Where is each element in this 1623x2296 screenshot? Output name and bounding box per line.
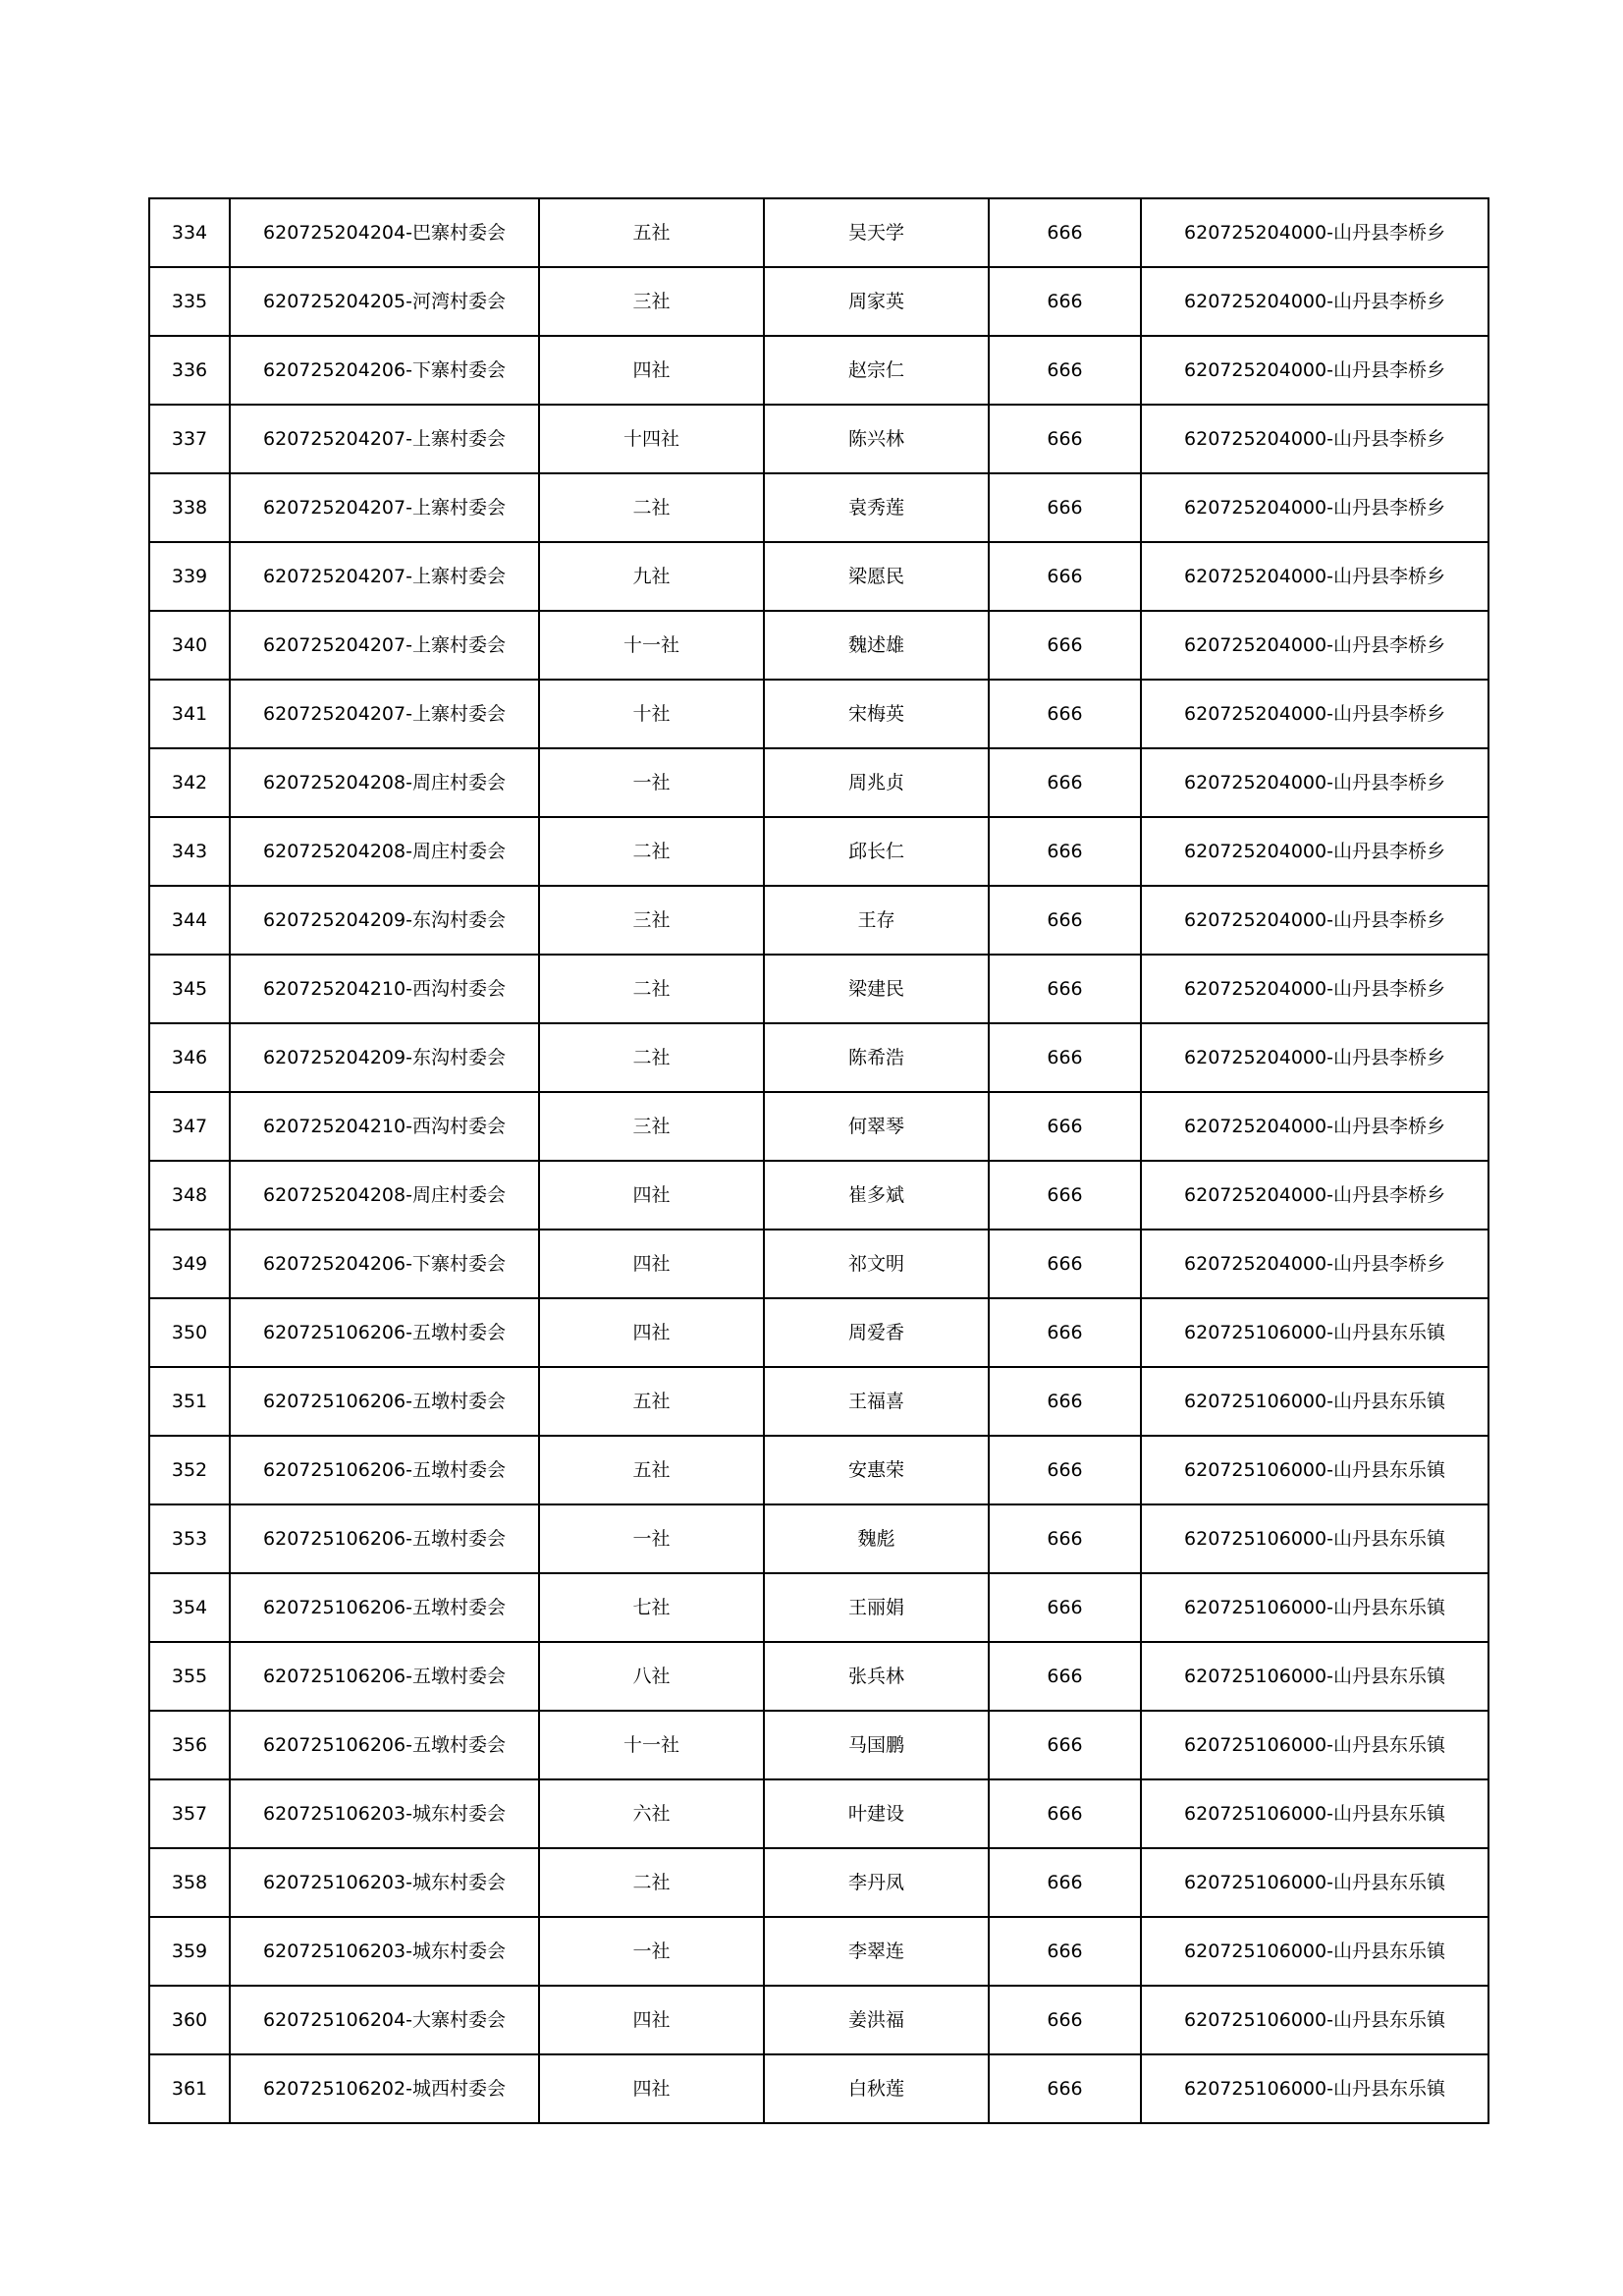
group-cell: 四社 — [539, 2054, 764, 2123]
table-row — [149, 1642, 1488, 1711]
group-cell: 三社 — [539, 1092, 764, 1161]
amount-cell: 666 — [989, 1298, 1141, 1367]
row-index-cell: 361 — [149, 2054, 230, 2123]
table-row — [149, 1504, 1488, 1573]
person-name-cell: 陈兴林 — [764, 405, 989, 473]
village-committee-cell: 620725204207-上寨村委会 — [230, 405, 539, 473]
village-committee-cell: 620725204209-东沟村委会 — [230, 886, 539, 955]
amount-cell: 666 — [989, 955, 1141, 1023]
person-name-cell: 周家英 — [764, 267, 989, 336]
person-name-cell: 周兆贞 — [764, 748, 989, 817]
group-cell: 八社 — [539, 1642, 764, 1711]
row-index-cell: 349 — [149, 1230, 230, 1298]
township-cell: 620725106000-山丹县东乐镇 — [1141, 1573, 1488, 1642]
group-cell: 五社 — [539, 1436, 764, 1504]
table-row — [149, 817, 1488, 886]
group-cell: 十一社 — [539, 611, 764, 680]
township-cell: 620725106000-山丹县东乐镇 — [1141, 1986, 1488, 2054]
village-committee-cell: 620725204204-巴寨村委会 — [230, 198, 539, 267]
township-cell: 620725204000-山丹县李桥乡 — [1141, 267, 1488, 336]
group-cell: 十四社 — [539, 405, 764, 473]
table-row — [149, 1711, 1488, 1779]
group-cell: 二社 — [539, 817, 764, 886]
table-row — [149, 198, 1488, 267]
village-committee-cell: 620725204210-西沟村委会 — [230, 1092, 539, 1161]
village-committee-cell: 620725204208-周庄村委会 — [230, 817, 539, 886]
amount-cell: 666 — [989, 542, 1141, 611]
amount-cell: 666 — [989, 405, 1141, 473]
village-committee-cell: 620725204207-上寨村委会 — [230, 611, 539, 680]
village-committee-cell: 620725204207-上寨村委会 — [230, 473, 539, 542]
table-row — [149, 1917, 1488, 1986]
township-cell: 620725204000-山丹县李桥乡 — [1141, 198, 1488, 267]
row-index-cell: 357 — [149, 1779, 230, 1848]
person-name-cell: 陈希浩 — [764, 1023, 989, 1092]
row-index-cell: 342 — [149, 748, 230, 817]
table-row — [149, 1367, 1488, 1436]
person-name-cell: 安惠荣 — [764, 1436, 989, 1504]
group-cell: 一社 — [539, 748, 764, 817]
person-name-cell: 马国鹏 — [764, 1711, 989, 1779]
person-name-cell: 崔多斌 — [764, 1161, 989, 1230]
township-cell: 620725106000-山丹县东乐镇 — [1141, 1504, 1488, 1573]
township-cell: 620725204000-山丹县李桥乡 — [1141, 473, 1488, 542]
person-name-cell: 李丹凤 — [764, 1848, 989, 1917]
person-name-cell: 王丽娟 — [764, 1573, 989, 1642]
group-cell: 七社 — [539, 1573, 764, 1642]
township-cell: 620725204000-山丹县李桥乡 — [1141, 748, 1488, 817]
village-committee-cell: 620725106206-五墩村委会 — [230, 1573, 539, 1642]
village-committee-cell: 620725106206-五墩村委会 — [230, 1711, 539, 1779]
group-cell: 一社 — [539, 1504, 764, 1573]
person-name-cell: 叶建设 — [764, 1779, 989, 1848]
row-index-cell: 348 — [149, 1161, 230, 1230]
row-index-cell: 335 — [149, 267, 230, 336]
person-name-cell: 姜洪福 — [764, 1986, 989, 2054]
group-cell: 十社 — [539, 680, 764, 748]
table-row — [149, 1023, 1488, 1092]
table-row — [149, 267, 1488, 336]
amount-cell: 666 — [989, 1504, 1141, 1573]
township-cell: 620725204000-山丹县李桥乡 — [1141, 1023, 1488, 1092]
amount-cell: 666 — [989, 1230, 1141, 1298]
table-row — [149, 748, 1488, 817]
amount-cell: 666 — [989, 1092, 1141, 1161]
table-row — [149, 1298, 1488, 1367]
amount-cell: 666 — [989, 1642, 1141, 1711]
township-cell: 620725204000-山丹县李桥乡 — [1141, 1092, 1488, 1161]
township-cell: 620725106000-山丹县东乐镇 — [1141, 1917, 1488, 1986]
person-name-cell: 宋梅英 — [764, 680, 989, 748]
township-cell: 620725204000-山丹县李桥乡 — [1141, 680, 1488, 748]
township-cell: 620725106000-山丹县东乐镇 — [1141, 1711, 1488, 1779]
group-cell: 二社 — [539, 473, 764, 542]
amount-cell: 666 — [989, 1436, 1141, 1504]
table-row — [149, 1848, 1488, 1917]
group-cell: 十一社 — [539, 1711, 764, 1779]
row-index-cell: 353 — [149, 1504, 230, 1573]
township-cell: 620725204000-山丹县李桥乡 — [1141, 955, 1488, 1023]
village-committee-cell: 620725204208-周庄村委会 — [230, 748, 539, 817]
person-name-cell: 周爱香 — [764, 1298, 989, 1367]
table-row — [149, 680, 1488, 748]
township-cell: 620725204000-山丹县李桥乡 — [1141, 886, 1488, 955]
township-cell: 620725204000-山丹县李桥乡 — [1141, 336, 1488, 405]
person-name-cell: 赵宗仁 — [764, 336, 989, 405]
row-index-cell: 347 — [149, 1092, 230, 1161]
group-cell: 二社 — [539, 1023, 764, 1092]
person-name-cell: 梁愿民 — [764, 542, 989, 611]
amount-cell: 666 — [989, 1367, 1141, 1436]
group-cell: 四社 — [539, 1986, 764, 2054]
roster-body — [149, 198, 1488, 2123]
township-cell: 620725106000-山丹县东乐镇 — [1141, 1298, 1488, 1367]
amount-cell: 666 — [989, 680, 1141, 748]
table-row — [149, 1573, 1488, 1642]
group-cell: 一社 — [539, 1917, 764, 1986]
person-name-cell: 吴天学 — [764, 198, 989, 267]
group-cell: 六社 — [539, 1779, 764, 1848]
row-index-cell: 341 — [149, 680, 230, 748]
amount-cell: 666 — [989, 1986, 1141, 2054]
person-name-cell: 李翠连 — [764, 1917, 989, 1986]
table-row — [149, 611, 1488, 680]
group-cell: 四社 — [539, 336, 764, 405]
row-index-cell: 337 — [149, 405, 230, 473]
group-cell: 四社 — [539, 1161, 764, 1230]
person-name-cell: 白秋莲 — [764, 2054, 989, 2123]
person-name-cell: 王福喜 — [764, 1367, 989, 1436]
amount-cell: 666 — [989, 267, 1141, 336]
group-cell: 四社 — [539, 1230, 764, 1298]
amount-cell: 666 — [989, 886, 1141, 955]
township-cell: 620725106000-山丹县东乐镇 — [1141, 1367, 1488, 1436]
village-committee-cell: 620725106206-五墩村委会 — [230, 1367, 539, 1436]
amount-cell: 666 — [989, 1711, 1141, 1779]
row-index-cell: 358 — [149, 1848, 230, 1917]
village-committee-cell: 620725106206-五墩村委会 — [230, 1504, 539, 1573]
village-committee-cell: 620725106202-城西村委会 — [230, 2054, 539, 2123]
village-committee-cell: 620725204206-下寨村委会 — [230, 1230, 539, 1298]
township-cell: 620725106000-山丹县东乐镇 — [1141, 1436, 1488, 1504]
row-index-cell: 352 — [149, 1436, 230, 1504]
amount-cell: 666 — [989, 1848, 1141, 1917]
table-row — [149, 542, 1488, 611]
village-committee-cell: 620725204210-西沟村委会 — [230, 955, 539, 1023]
group-cell: 三社 — [539, 267, 764, 336]
person-name-cell: 邱长仁 — [764, 817, 989, 886]
amount-cell: 666 — [989, 2054, 1141, 2123]
village-committee-cell: 620725204205-河湾村委会 — [230, 267, 539, 336]
amount-cell: 666 — [989, 817, 1141, 886]
person-name-cell: 魏述雄 — [764, 611, 989, 680]
table-row — [149, 1436, 1488, 1504]
row-index-cell: 354 — [149, 1573, 230, 1642]
village-committee-cell: 620725106206-五墩村委会 — [230, 1298, 539, 1367]
person-name-cell: 魏彪 — [764, 1504, 989, 1573]
table-row — [149, 955, 1488, 1023]
row-index-cell: 336 — [149, 336, 230, 405]
person-name-cell: 祁文明 — [764, 1230, 989, 1298]
amount-cell: 666 — [989, 473, 1141, 542]
village-committee-cell: 620725106203-城东村委会 — [230, 1917, 539, 1986]
amount-cell: 666 — [989, 198, 1141, 267]
amount-cell: 666 — [989, 336, 1141, 405]
township-cell: 620725106000-山丹县东乐镇 — [1141, 1848, 1488, 1917]
group-cell: 五社 — [539, 1367, 764, 1436]
village-committee-cell: 620725106206-五墩村委会 — [230, 1436, 539, 1504]
row-index-cell: 344 — [149, 886, 230, 955]
village-committee-cell: 620725106203-城东村委会 — [230, 1848, 539, 1917]
village-committee-cell: 620725106203-城东村委会 — [230, 1779, 539, 1848]
row-index-cell: 356 — [149, 1711, 230, 1779]
table-row — [149, 1986, 1488, 2054]
village-committee-cell: 620725106204-大寨村委会 — [230, 1986, 539, 2054]
amount-cell: 666 — [989, 1161, 1141, 1230]
amount-cell: 666 — [989, 1917, 1141, 1986]
group-cell: 二社 — [539, 1848, 764, 1917]
row-index-cell: 346 — [149, 1023, 230, 1092]
row-index-cell: 360 — [149, 1986, 230, 2054]
row-index-cell: 350 — [149, 1298, 230, 1367]
table-row — [149, 405, 1488, 473]
row-index-cell: 334 — [149, 198, 230, 267]
row-index-cell: 345 — [149, 955, 230, 1023]
village-committee-cell: 620725204207-上寨村委会 — [230, 680, 539, 748]
row-index-cell: 343 — [149, 817, 230, 886]
group-cell: 二社 — [539, 955, 764, 1023]
row-index-cell: 351 — [149, 1367, 230, 1436]
village-committee-cell: 620725106206-五墩村委会 — [230, 1642, 539, 1711]
roster-table — [148, 197, 1489, 2124]
amount-cell: 666 — [989, 1779, 1141, 1848]
row-index-cell: 340 — [149, 611, 230, 680]
table-row — [149, 473, 1488, 542]
group-cell: 五社 — [539, 198, 764, 267]
table-row — [149, 886, 1488, 955]
person-name-cell: 梁建民 — [764, 955, 989, 1023]
township-cell: 620725204000-山丹县李桥乡 — [1141, 405, 1488, 473]
person-name-cell: 袁秀莲 — [764, 473, 989, 542]
row-index-cell: 355 — [149, 1642, 230, 1711]
group-cell: 九社 — [539, 542, 764, 611]
township-cell: 620725106000-山丹县东乐镇 — [1141, 2054, 1488, 2123]
row-index-cell: 339 — [149, 542, 230, 611]
village-committee-cell: 620725204207-上寨村委会 — [230, 542, 539, 611]
township-cell: 620725204000-山丹县李桥乡 — [1141, 1230, 1488, 1298]
table-row — [149, 1230, 1488, 1298]
amount-cell: 666 — [989, 611, 1141, 680]
township-cell: 620725106000-山丹县东乐镇 — [1141, 1779, 1488, 1848]
village-committee-cell: 620725204206-下寨村委会 — [230, 336, 539, 405]
person-name-cell: 张兵林 — [764, 1642, 989, 1711]
person-name-cell: 何翠琴 — [764, 1092, 989, 1161]
table-row — [149, 1161, 1488, 1230]
township-cell: 620725204000-山丹县李桥乡 — [1141, 542, 1488, 611]
township-cell: 620725204000-山丹县李桥乡 — [1141, 1161, 1488, 1230]
person-name-cell: 王存 — [764, 886, 989, 955]
group-cell: 四社 — [539, 1298, 764, 1367]
group-cell: 三社 — [539, 886, 764, 955]
village-committee-cell: 620725204209-东沟村委会 — [230, 1023, 539, 1092]
township-cell: 620725204000-山丹县李桥乡 — [1141, 817, 1488, 886]
township-cell: 620725204000-山丹县李桥乡 — [1141, 611, 1488, 680]
row-index-cell: 359 — [149, 1917, 230, 1986]
table-row — [149, 1092, 1488, 1161]
amount-cell: 666 — [989, 1573, 1141, 1642]
village-committee-cell: 620725204208-周庄村委会 — [230, 1161, 539, 1230]
table-row — [149, 1779, 1488, 1848]
table-row — [149, 336, 1488, 405]
township-cell: 620725106000-山丹县东乐镇 — [1141, 1642, 1488, 1711]
amount-cell: 666 — [989, 1023, 1141, 1092]
row-index-cell: 338 — [149, 473, 230, 542]
table-row — [149, 2054, 1488, 2123]
amount-cell: 666 — [989, 748, 1141, 817]
